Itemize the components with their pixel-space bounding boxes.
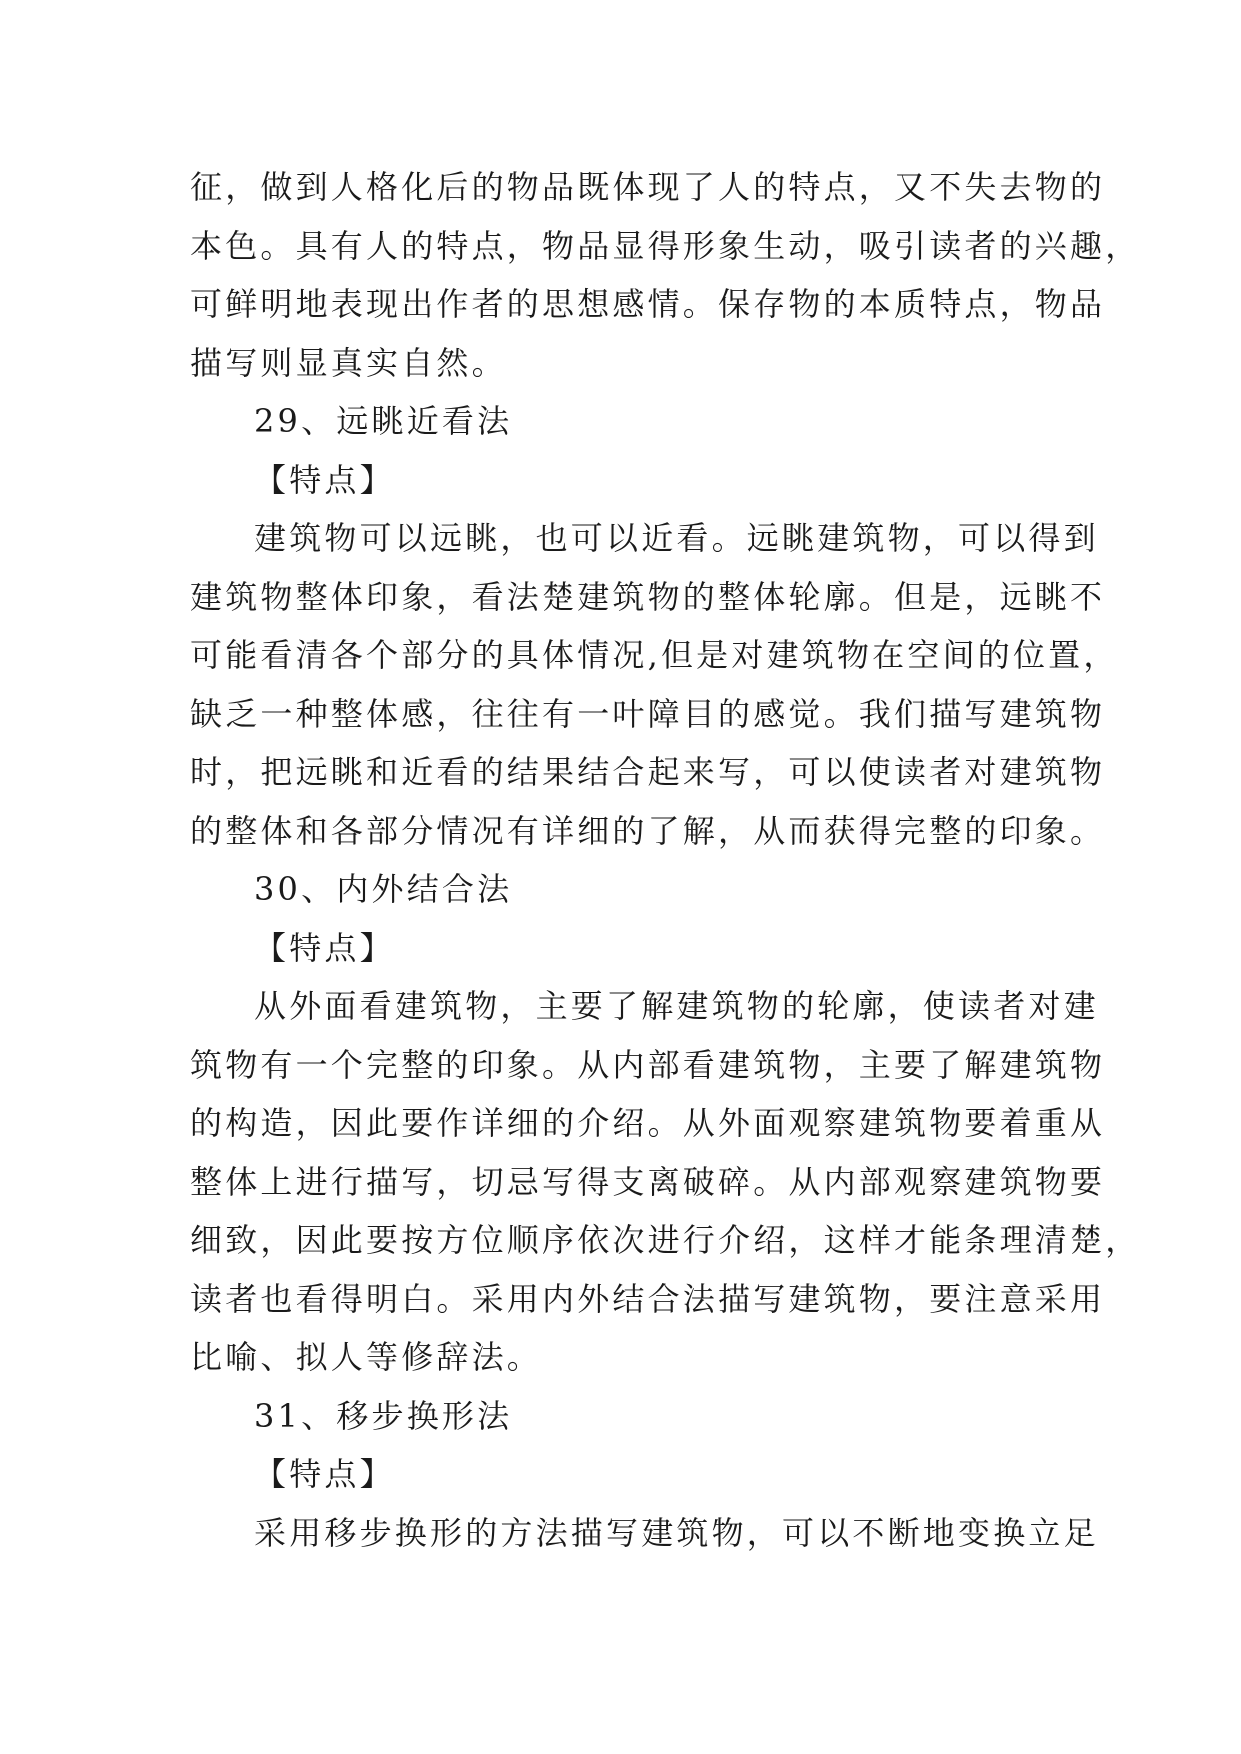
section-heading: 29、远眺近看法: [254, 402, 513, 440]
text-line: 缺乏一种整体感，往往有一叶障目的感觉。我们描写建筑物: [190, 694, 1106, 733]
text-line: 筑物有一个完整的印象。从内部看建筑物，主要了解建筑物: [190, 1045, 1106, 1084]
text-line: 时，把远眺和近看的结果结合起来写，可以使读者对建筑物: [190, 753, 1106, 791]
text-line: 的构造，因此要作详细的介绍。从外面观察建筑物要着重从: [190, 1104, 1106, 1142]
section-heading: 31、移步换形法: [254, 1396, 513, 1435]
document-body: [190, 158, 1141, 1562]
text-line: 建筑物整体印象，看法楚建筑物的整体轮廓。但是，远眺不: [190, 577, 1106, 616]
text-line: 建筑物可以远眺，也可以近看。远眺建筑物，可以得到: [254, 519, 1099, 557]
text-line: 的整体和各部分情况有详细的了解，从而获得完整的印象。: [190, 811, 1106, 850]
text-line: 本色。具有人的特点，物品显得形象生动，吸引读者的兴趣，: [190, 226, 1141, 265]
text-line: 可鲜明地表现出作者的思想感情。保存物的本质特点，物品: [190, 285, 1106, 323]
section-heading: 30、内外结合法: [254, 870, 513, 908]
feature-label: 【特点】: [254, 460, 395, 499]
text-line: 比喻、拟人等修辞法。: [190, 1338, 543, 1376]
text-line: 细致，因此要按方位顺序依次进行介绍，这样才能条理清楚，: [190, 1221, 1141, 1259]
text-line: 征，做到人格化后的物品既体现了人的特点，又不失去物的: [190, 168, 1106, 206]
text-line: 整体上进行描写，切忌写得支离破碎。从内部观察建筑物要: [190, 1162, 1106, 1201]
feature-label: 【特点】: [254, 1455, 395, 1493]
text-line: 采用移步换形的方法描写建筑物，可以不断地变换立足: [254, 1513, 1099, 1552]
text-line: 可能看清各个部分的具体情况,但是对建筑物在空间的位置，: [190, 636, 1119, 674]
text-line: 读者也看得明白。采用内外结合法描写建筑物，要注意采用: [190, 1279, 1106, 1318]
feature-label: 【特点】: [254, 928, 395, 967]
text-line: 描写则显真实自然。: [190, 343, 507, 382]
text-line: 从外面看建筑物，主要了解建筑物的轮廓，使读者对建: [254, 987, 1099, 1025]
